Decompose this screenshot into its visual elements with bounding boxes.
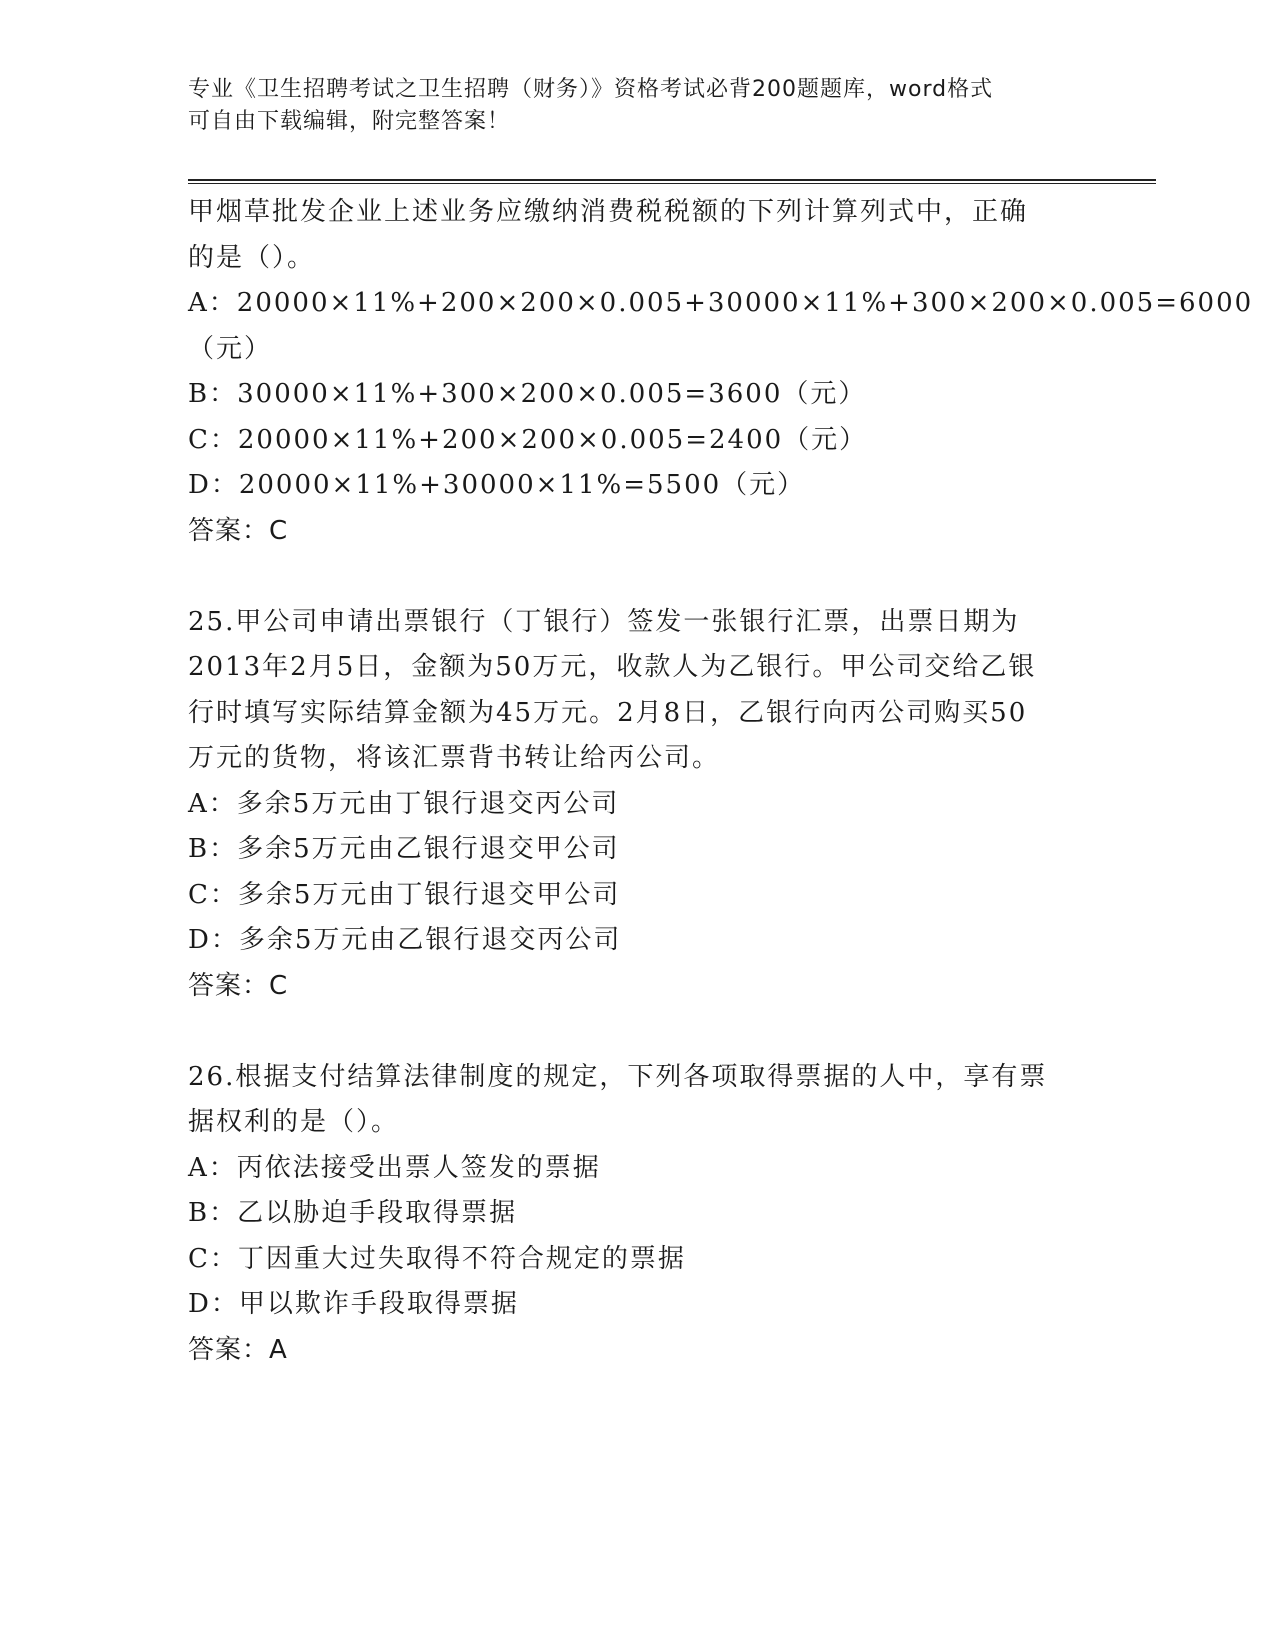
spacer [188,1009,1088,1055]
header-title-line-2: 可自由下载编辑，附完整答案！ [188,109,511,134]
question-26 [188,1055,1088,1374]
option-b: B：30000×11%+300×200×0.005=3600（元） [188,379,867,409]
question-stem-line: 的是（）。 [188,242,316,273]
question-stem-line: 甲烟草批发企业上述业务应缴纳消费税税额的下列计算列式中，正确 [188,197,1029,227]
answer-line: 答案：C [188,970,289,1001]
question-stem-line: 行时填写实际结算金额为45万元。2月8日，乙银行向丙公司购买50 [188,697,1028,728]
spacer [188,554,1088,600]
question-stem-line: 26.根据支付结算法律制度的规定，下列各项取得票据的人中，享有票 [188,1061,1048,1092]
option-b: B：乙以胁迫手段取得票据 [188,1198,518,1228]
option-b: B：多余5万元由乙银行退交甲公司 [188,834,620,864]
document-body [188,190,1254,1373]
question-stem-line: 据权利的是（）。 [188,1107,400,1137]
option-c: C：丁因重大过失取得不符合规定的票据 [188,1243,686,1274]
question-prev [188,190,1254,554]
question-stem-line: 万元的货物，将该汇票背书转让给丙公司。 [188,743,721,773]
option-d: D：20000×11%+30000×11%=5500（元） [188,470,806,500]
option-c: C：多余5万元由丁银行退交甲公司 [188,879,621,910]
option-d: D：多余5万元由乙银行退交丙公司 [188,925,622,955]
question-stem-line: 2013年2月5日，金额为50万元，收款人为乙银行。甲公司交给乙银 [188,652,1037,682]
document-header [188,74,1088,138]
header-title-line-1: 专业《卫生招聘考试之卫生招聘（财务）》资格考试必背200题题库，word格式 [188,77,994,102]
answer-line: 答案：C [188,515,289,546]
question-25 [188,600,1088,1010]
option-a: A：多余5万元由丁银行退交丙公司 [188,788,620,819]
option-a: A：丙依法接受出票人签发的票据 [188,1152,601,1183]
option-a-continued: （元） [188,333,273,364]
option-a: A：20000×11%+200×200×0.005+30000×11%+300×200×0.005=6000 [188,288,1254,318]
option-c: C：20000×11%+200×200×0.005=2400（元） [188,424,868,455]
header-divider [188,179,1156,184]
answer-line: 答案：A [188,1334,288,1365]
option-d: D：甲以欺诈手段取得票据 [188,1289,519,1319]
question-stem-line: 25.甲公司申请出票银行（丁银行）签发一张银行汇票，出票日期为 [188,606,1020,637]
